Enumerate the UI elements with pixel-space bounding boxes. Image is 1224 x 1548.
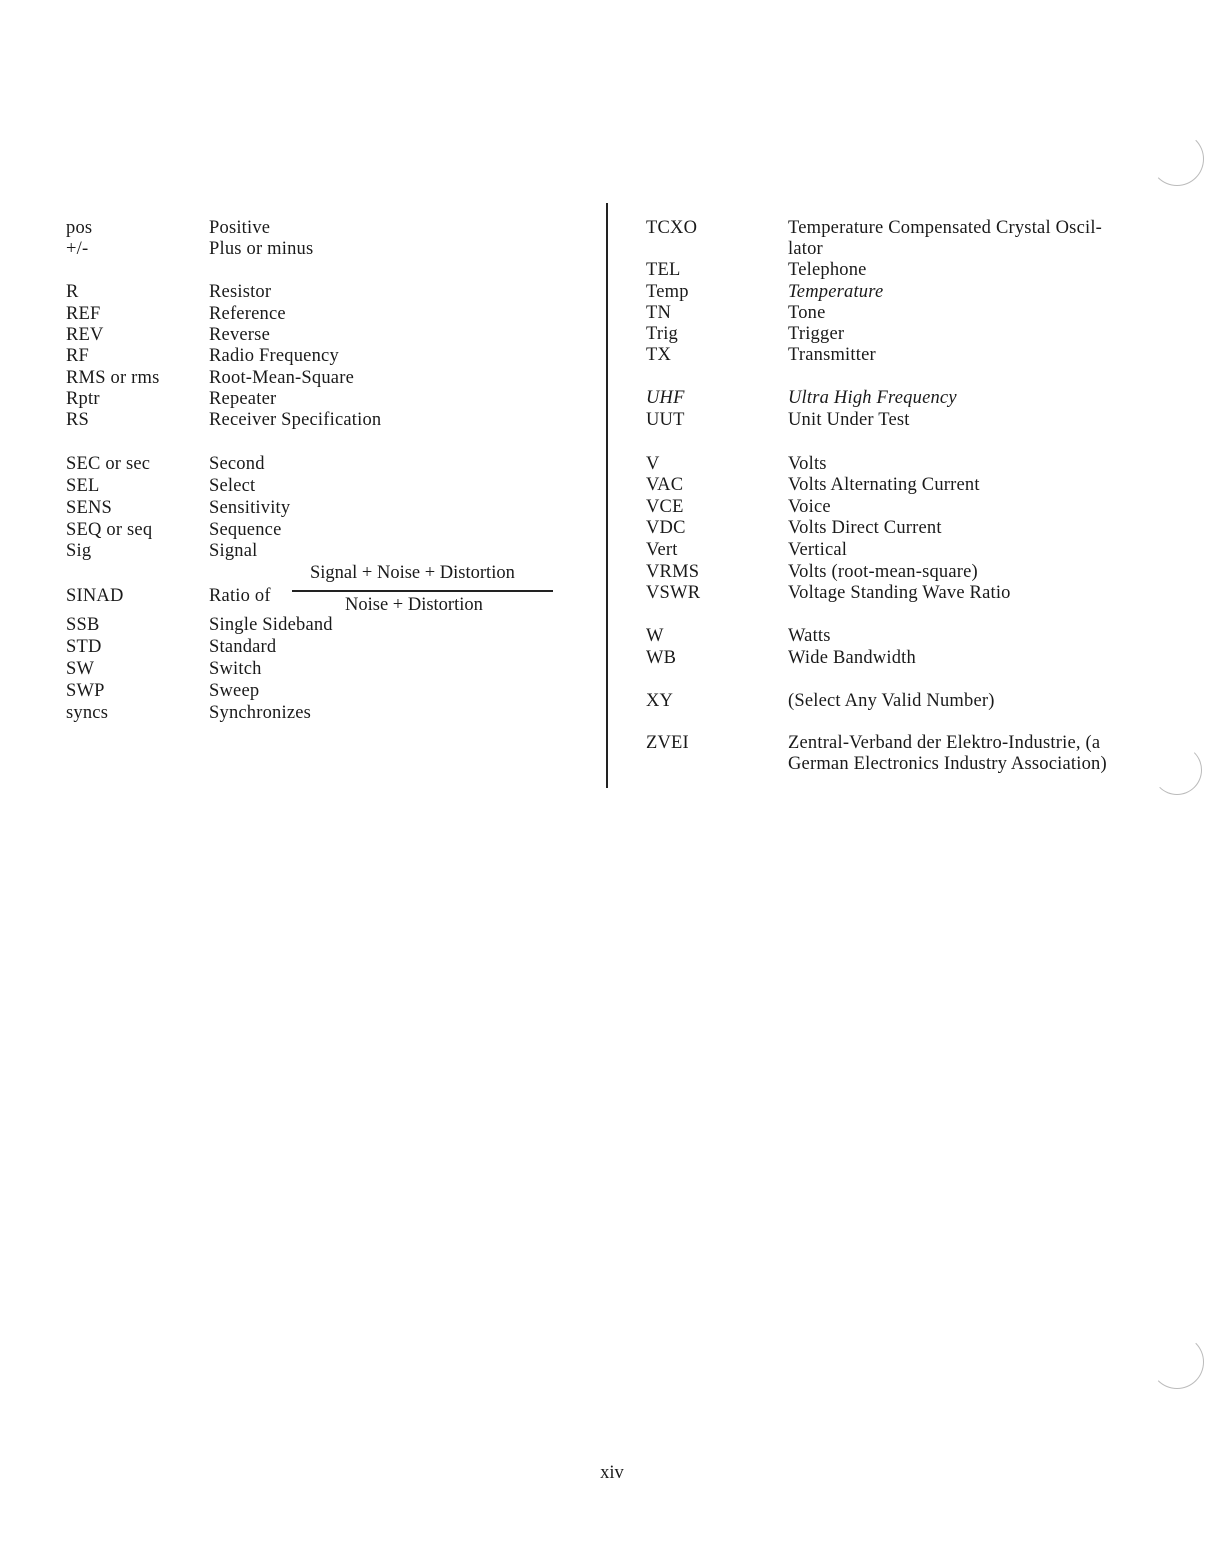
abbr-definition: Ratio of bbox=[209, 586, 271, 606]
abbr-definition: Ultra High Frequency bbox=[788, 388, 957, 408]
abbr-term: WB bbox=[646, 648, 677, 668]
abbr-term: RMS or rms bbox=[66, 368, 160, 388]
abbr-definition-continued: lator bbox=[788, 239, 823, 259]
abbr-term: RF bbox=[66, 346, 90, 366]
binder-hole-mark bbox=[1150, 132, 1204, 186]
abbr-term: SEC or sec bbox=[66, 454, 151, 474]
abbr-definition: Volts Alternating Current bbox=[788, 475, 980, 495]
abbr-term: SWP bbox=[66, 681, 105, 701]
abbr-definition: Second bbox=[209, 454, 265, 474]
abbr-term: SEL bbox=[66, 476, 100, 496]
abbr-term: Sig bbox=[66, 541, 92, 561]
abbr-term: TEL bbox=[646, 260, 681, 280]
abbr-definition: Resistor bbox=[209, 282, 272, 302]
abbr-term: VSWR bbox=[646, 583, 701, 603]
abbr-definition: Temperature bbox=[788, 282, 884, 302]
abbr-term: SSB bbox=[66, 615, 100, 635]
abbr-term: pos bbox=[66, 218, 93, 238]
abbr-term: REF bbox=[66, 304, 101, 324]
abbr-definition: Vertical bbox=[788, 540, 848, 560]
abbr-definition: Select bbox=[209, 476, 256, 496]
abbr-term: Rptr bbox=[66, 389, 100, 409]
page-number: xiv bbox=[600, 1463, 624, 1483]
abbr-definition: (Select Any Valid Number) bbox=[788, 691, 995, 711]
abbr-term: V bbox=[646, 454, 660, 474]
abbr-definition: Single Sideband bbox=[209, 615, 333, 635]
abbr-definition: Signal bbox=[209, 541, 258, 561]
abbr-term: TCXO bbox=[646, 218, 698, 238]
abbr-definition: Transmitter bbox=[788, 345, 876, 365]
abbr-definition: Radio Frequency bbox=[209, 346, 339, 366]
abbr-definition: Reference bbox=[209, 304, 286, 324]
binder-hole-mark bbox=[1150, 1335, 1204, 1389]
abbr-definition: Wide Bandwidth bbox=[788, 648, 916, 668]
abbr-term: ZVEI bbox=[646, 733, 689, 753]
abbr-term: REV bbox=[66, 325, 104, 345]
abbr-term: Trig bbox=[646, 324, 679, 344]
abbr-definition: Telephone bbox=[788, 260, 867, 280]
abbr-definition: Trigger bbox=[788, 324, 845, 344]
abbr-term: STD bbox=[66, 637, 102, 657]
abbr-term: VCE bbox=[646, 497, 684, 517]
abbr-definition: Voice bbox=[788, 497, 831, 517]
abbr-definition: Receiver Specification bbox=[209, 410, 382, 430]
fraction-bar bbox=[292, 590, 553, 592]
abbr-term: syncs bbox=[66, 703, 109, 723]
abbr-term: W bbox=[646, 626, 664, 646]
abbr-definition: Voltage Standing Wave Ratio bbox=[788, 583, 1011, 603]
abbr-definition: Root-Mean-Square bbox=[209, 368, 354, 388]
abbr-definition: Synchronizes bbox=[209, 703, 312, 723]
abbr-term: SW bbox=[66, 659, 95, 679]
abbr-term: VDC bbox=[646, 518, 686, 538]
abbr-definition: Zentral-Verband der Elektro-Industrie, (a bbox=[788, 733, 1101, 753]
abbr-definition: Plus or minus bbox=[209, 239, 314, 259]
abbr-definition: Standard bbox=[209, 637, 277, 657]
abbr-definition: Repeater bbox=[209, 389, 277, 409]
abbr-definition: Volts Direct Current bbox=[788, 518, 942, 538]
abbr-definition-continued: German Electronics Industry Association) bbox=[788, 754, 1107, 774]
abbr-definition: Volts (root-mean-square) bbox=[788, 562, 978, 582]
abbr-term: TX bbox=[646, 345, 672, 365]
abbr-definition: Reverse bbox=[209, 325, 270, 345]
column-divider bbox=[606, 203, 608, 788]
sinad-numerator: Signal + Noise + Distortion bbox=[310, 563, 515, 583]
abbr-definition: Volts bbox=[788, 454, 827, 474]
abbr-term: SENS bbox=[66, 498, 113, 518]
abbr-definition: Sequence bbox=[209, 520, 282, 540]
abbr-term: VAC bbox=[646, 475, 684, 495]
abbr-term: TN bbox=[646, 303, 672, 323]
abbr-term: Temp bbox=[646, 282, 689, 302]
abbr-term: VRMS bbox=[646, 562, 700, 582]
abbr-term: +/- bbox=[66, 239, 89, 259]
abbr-definition: Switch bbox=[209, 659, 262, 679]
abbr-definition: Tone bbox=[788, 303, 826, 323]
abbr-term: Vert bbox=[646, 540, 678, 560]
abbr-definition: Temperature Compensated Crystal Oscil- bbox=[788, 218, 1103, 238]
abbr-term: SEQ or seq bbox=[66, 520, 153, 540]
abbr-definition: Positive bbox=[209, 218, 271, 238]
abbr-term: UHF bbox=[646, 388, 685, 408]
abbr-term: UUT bbox=[646, 410, 685, 430]
abbr-term: XY bbox=[646, 691, 674, 711]
abbr-definition: Watts bbox=[788, 626, 831, 646]
binder-hole-mark bbox=[1152, 745, 1202, 795]
abbr-term: R bbox=[66, 282, 79, 302]
abbr-term: RS bbox=[66, 410, 90, 430]
abbr-definition: Sensitivity bbox=[209, 498, 291, 518]
sinad-denominator: Noise + Distortion bbox=[345, 595, 483, 615]
abbr-term: SINAD bbox=[66, 586, 124, 606]
abbr-definition: Sweep bbox=[209, 681, 260, 701]
abbr-definition: Unit Under Test bbox=[788, 410, 910, 430]
